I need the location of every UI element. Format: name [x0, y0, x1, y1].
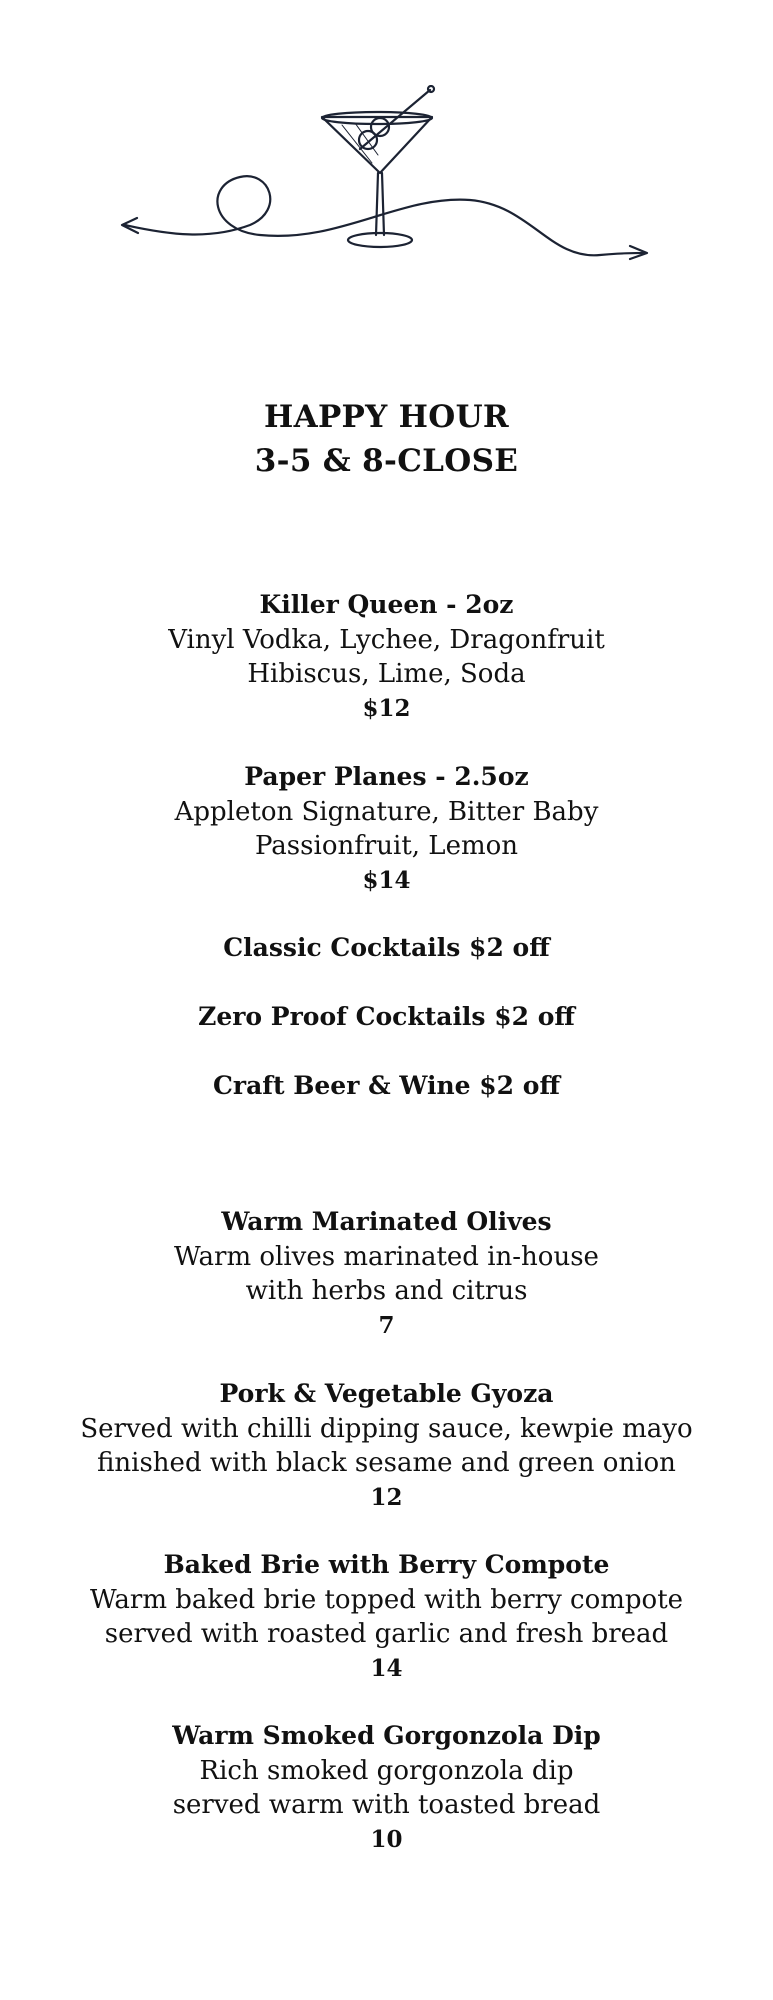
cocktail-name: Paper Planes - 2.5oz: [244, 762, 529, 791]
cocktail-price: $12: [362, 695, 411, 722]
food-description-line: served with roasted garlic and fresh bread: [104, 1619, 669, 1649]
cocktail-description-line: Vinyl Vodka, Lychee, Dragonfruit: [168, 625, 605, 655]
offer-zero-proof: Zero Proof Cocktails $2 off: [198, 1002, 575, 1031]
food-item: [0, 1547, 773, 1687]
cocktail-name: Killer Queen - 2oz: [259, 590, 514, 619]
offer-classic-cocktails: Classic Cocktails $2 off: [223, 933, 550, 962]
food-item: [0, 1376, 773, 1516]
food-description-line: Rich smoked gorgonzola dip: [199, 1756, 574, 1786]
cocktail-price: $14: [362, 867, 411, 894]
arrow-line: [125, 176, 645, 255]
food-price: 12: [370, 1484, 403, 1511]
food-item: [0, 1204, 773, 1344]
cocktail-pick: [360, 90, 430, 149]
food-price: 14: [370, 1655, 403, 1682]
food-description-line: with herbs and citrus: [245, 1276, 528, 1306]
martini-glass-icon: [110, 85, 670, 275]
heading-hours: 3-5 & 8-CLOSE: [254, 443, 519, 479]
food-name: Warm Smoked Gorgonzola Dip: [172, 1721, 601, 1750]
food-price: 7: [378, 1312, 395, 1339]
glass-bowl: [322, 117, 432, 173]
glass-base: [348, 233, 412, 247]
food-name: Baked Brie with Berry Compote: [163, 1550, 610, 1579]
food-description-line: Served with chilli dipping sauce, kewpie mayo: [80, 1414, 693, 1444]
heading-title: HAPPY HOUR: [264, 399, 509, 435]
cocktail-description-line: Hibiscus, Lime, Soda: [247, 659, 526, 689]
food-description-line: Warm baked brie topped with berry compote: [89, 1585, 684, 1615]
cocktail-description-line: Appleton Signature, Bitter Baby: [174, 797, 599, 827]
food-name: Warm Marinated Olives: [221, 1207, 552, 1236]
glass-stem: [376, 173, 384, 235]
food-price: 10: [370, 1826, 403, 1853]
food-description-line: Warm olives marinated in-house: [174, 1242, 599, 1272]
cocktail-item: [0, 587, 773, 727]
food-item: [0, 1718, 773, 1858]
food-description-line: finished with black sesame and green onion: [97, 1448, 676, 1478]
cocktail-item: [0, 759, 773, 899]
cocktail-description-line: Passionfruit, Lemon: [254, 831, 519, 861]
food-description-line: served warm with toasted bread: [172, 1790, 601, 1820]
offer-beer-wine: Craft Beer & Wine $2 off: [213, 1071, 560, 1100]
happy-hour-heading: [0, 395, 773, 483]
food-name: Pork & Vegetable Gyoza: [219, 1379, 554, 1408]
